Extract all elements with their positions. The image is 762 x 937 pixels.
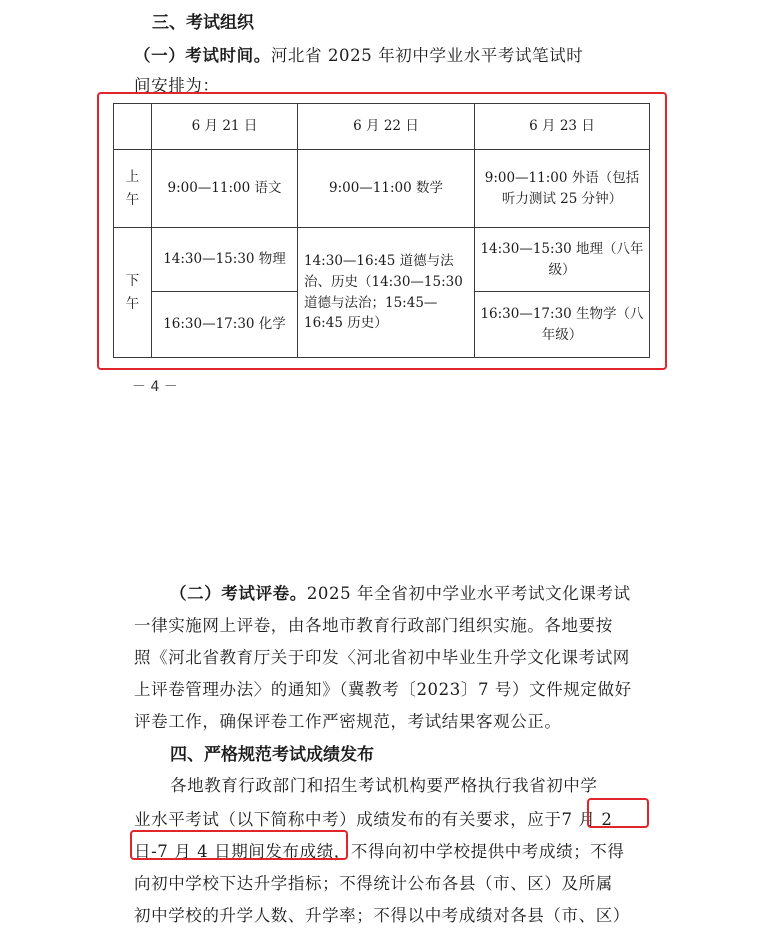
exam-time-text-line2: 间安排为： <box>134 76 220 95</box>
grading-paragraph-line1 <box>170 580 631 604</box>
score-date-highlight-end: 日-7 月 4 日期间发布成绩， <box>134 842 351 861</box>
grading-text-line4: 上评卷管理办法〉的通知》（冀教考〔2023〕7 号）文件规定做好 <box>134 680 632 699</box>
score-text-line1: 各地教育行政部门和招生考试机构要严格执行我省初中学 <box>170 776 598 795</box>
exam-schedule-table <box>113 103 650 358</box>
table-row-morning <box>114 150 650 228</box>
cell-afternoon-june-23-geography: 14:30—15:30 地理（八年级） <box>475 228 650 292</box>
cell-afternoon-june-22: 14:30—16:45 道德与法治、历史（14:30—15:30 道德与法治；15:45—16:45 历史） <box>298 228 475 358</box>
cell-morning-june-23: 9:00—11:00 外语（包括听力测试 25 分钟） <box>475 150 650 228</box>
row-label-morning: 上午 <box>114 150 152 228</box>
header-june-23: 6 月 23 日 <box>475 104 650 150</box>
header-june-21: 6 月 21 日 <box>152 104 298 150</box>
section-heading-exam-organization: 三、考试组织 <box>152 13 254 33</box>
cell-afternoon-june-21-physics: 14:30—15:30 物理 <box>152 228 298 292</box>
score-text-line3-post: 不得向初中学校提供中考成绩；不得 <box>350 842 625 861</box>
exam-time-label: （一）考试时间。 <box>134 46 271 65</box>
score-text-line5: 初中学校的升学人数、升学率；不得以中考成绩对各县（市、区） <box>134 906 630 925</box>
row-label-afternoon: 下午 <box>114 228 152 358</box>
table-corner-cell <box>114 104 152 150</box>
grading-text-line3: 照《河北省教育厅关于印发〈河北省初中毕业生升学文化课考试网 <box>134 648 630 667</box>
grading-label: （二）考试评卷。 <box>170 584 307 603</box>
table-row-afternoon-1 <box>114 228 650 292</box>
page-number: － 4 － <box>132 379 178 395</box>
exam-time-paragraph <box>134 42 583 66</box>
cell-morning-june-22: 9:00—11:00 数学 <box>298 150 475 228</box>
date-highlight-box-top <box>587 798 649 828</box>
grading-text-line2: 一律实施网上评卷，由各地市教育行政部门组织实施。各地要按 <box>134 616 613 635</box>
schedule-highlight-box <box>97 92 667 370</box>
date-highlight-box-bottom <box>130 830 348 860</box>
cell-afternoon-june-23-biology: 16:30—17:30 生物学（八年级） <box>475 292 650 358</box>
score-date-highlight-start: 7 月 2 <box>561 810 613 829</box>
score-text-line2 <box>134 806 613 830</box>
score-text-line4: 向初中学校下达升学指标；不得统计公布各县（市、区）及所属 <box>134 874 613 893</box>
grading-text-line5: 评卷工作，确保评卷工作严密规范，考试结果客观公正。 <box>134 712 562 731</box>
grading-text-line1: 2025 年全省初中学业水平考试文化课考试 <box>306 584 631 603</box>
score-text-line2-pre: 业水平考试（以下简称中考）成绩发布的有关要求，应于 <box>134 810 562 829</box>
table-header-row <box>114 104 650 150</box>
cell-morning-june-21: 9:00—11:00 语文 <box>152 150 298 228</box>
section-heading-score-release: 四、严格规范考试成绩发布 <box>170 745 374 765</box>
header-june-22: 6 月 22 日 <box>298 104 475 150</box>
exam-time-text-line1: 河北省 2025 年初中学业水平考试笔试时 <box>270 46 584 65</box>
cell-afternoon-june-21-chemistry: 16:30—17:30 化学 <box>152 292 298 358</box>
